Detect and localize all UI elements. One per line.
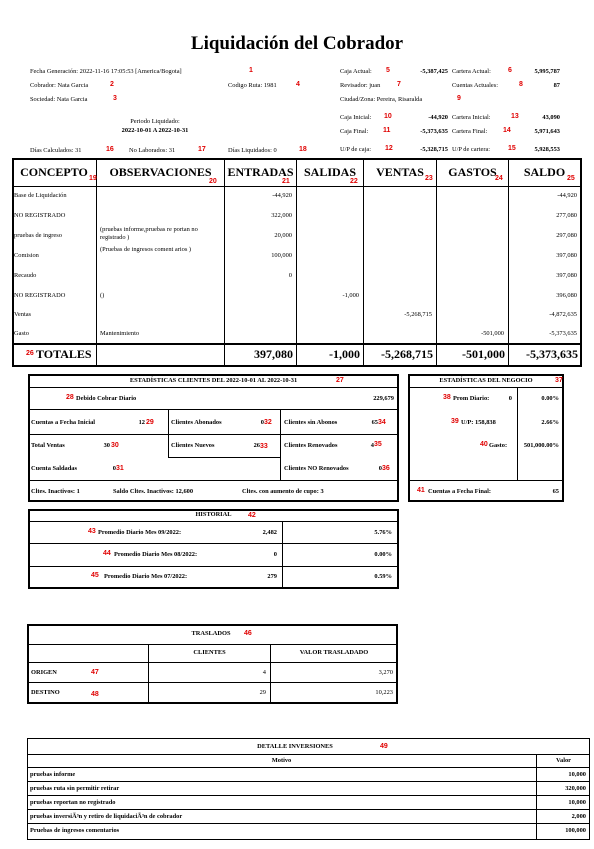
debido-cobrar-value: 229,679 xyxy=(373,395,394,402)
annotation-marker: 4 xyxy=(296,81,300,88)
destino-valor: 10,223 xyxy=(375,689,393,696)
annotation-marker: 48 xyxy=(91,691,99,698)
cuentas-actuales: 87 xyxy=(553,82,560,89)
liq-col-sep xyxy=(363,158,364,367)
row-entradas: 322,000 xyxy=(271,212,292,219)
clientes-sin-abonos-label: Clientes sin Abonos xyxy=(284,419,338,426)
annotation-marker: 9 xyxy=(457,95,461,102)
est-clientes-sep xyxy=(28,434,399,435)
annotation-marker: 44 xyxy=(103,550,111,557)
cuentas-actuales-label: Cuentas Actuales: xyxy=(452,82,498,89)
debido-cobrar-label: Debido Cobrar Diario xyxy=(76,395,137,402)
inversiones-sep xyxy=(27,781,590,782)
up-cartera-label: U/P de cartera: xyxy=(452,146,491,153)
cartera-inicial-label: Cartera Inicial: xyxy=(452,114,491,121)
col-header-salidas: SALIDAS xyxy=(303,165,357,179)
historial-row-value: 279 xyxy=(267,573,277,580)
clientes-no-renovados-value: 0 xyxy=(378,465,382,472)
est-negocio-sep xyxy=(408,387,564,388)
historial-row-label: Promedio Diario Mes 07/2022: xyxy=(104,573,188,580)
saldo-clientes-inactivos: Saldo Cltes. Inactivos: 12,600 xyxy=(113,488,194,495)
row-saldo: 297,080 xyxy=(556,232,577,239)
clientes-renovados-value: 4 xyxy=(370,442,374,449)
cartera-inicial: 43,090 xyxy=(542,114,560,121)
annotation-marker: 41 xyxy=(417,487,425,494)
inversion-motivo: pruebas inversiÃ³n y retiro de liquidaciÃ³n de cobrador xyxy=(30,813,183,820)
annotation-marker: 47 xyxy=(91,669,99,676)
historial-sep xyxy=(282,521,283,589)
annotation-marker: 22 xyxy=(350,178,358,185)
historial-sep xyxy=(28,543,399,544)
historial-row-pct: 5.76% xyxy=(374,529,392,536)
total-saldo: -5,373,635 xyxy=(526,347,578,361)
row-observaciones: (Pruebas de ingresos coment arios ) xyxy=(100,246,192,253)
liq-col-sep xyxy=(296,158,297,367)
est-negocio-title: ESTADÍSTICAS DEL NEGOCIO xyxy=(439,377,533,384)
annotation-marker: 43 xyxy=(88,528,96,535)
annotation-marker: 25 xyxy=(567,175,575,182)
prom-diario-pct: 0.00% xyxy=(541,395,559,402)
est-clientes-sep xyxy=(168,409,169,458)
clientes-nuevos-label: Clientes Nuevos xyxy=(171,442,215,449)
annotation-marker: 31 xyxy=(116,465,124,472)
liq-col-sep xyxy=(508,158,509,367)
annotation-marker: 46 xyxy=(244,630,252,637)
est-clientes-sep xyxy=(168,457,280,458)
annotation-marker: 29 xyxy=(146,419,154,426)
dias-liquidados: Días Liquidados: 0 xyxy=(228,147,277,154)
annotation-marker: 40 xyxy=(480,441,488,448)
row-entradas: -44,920 xyxy=(272,192,292,199)
destino-clientes: 29 xyxy=(259,689,266,696)
total-ventas-value: 30 xyxy=(103,442,110,449)
cuentas-fecha-inicial-label: Cuentas a Fecha Inicial xyxy=(31,419,96,426)
annotation-marker: 10 xyxy=(384,113,392,120)
origen-valor: 3,270 xyxy=(378,669,393,676)
annotation-marker: 6 xyxy=(508,67,512,74)
totales-label: TOTALES xyxy=(36,347,92,361)
row-observaciones: (pruebas informe,pruebas re portan no registrado ) xyxy=(100,226,198,241)
revisador: Revisador: juan xyxy=(340,82,381,89)
annotation-marker: 42 xyxy=(248,512,256,519)
annotation-marker: 20 xyxy=(209,178,217,185)
liq-totals-border xyxy=(12,343,582,345)
row-saldo: -4,872,635 xyxy=(549,311,577,318)
annotation-marker: 18 xyxy=(299,146,307,153)
annotation-marker: 5 xyxy=(386,67,390,74)
ciudad-zona: Ciudad/Zona: Pereira, Risaralda xyxy=(340,96,423,103)
historial-sep xyxy=(28,521,399,522)
up-label: U/P: 158,838 xyxy=(461,419,496,426)
caja-final: -5,373,635 xyxy=(420,128,448,135)
clientes-nuevos-value: 26 xyxy=(253,442,260,449)
total-entradas: 397,080 xyxy=(254,347,293,361)
cuentas-fecha-final-value: 65 xyxy=(552,488,559,495)
est-negocio-box xyxy=(408,374,564,502)
col-header-ventas: VENTAS xyxy=(376,165,424,179)
annotation-marker: 45 xyxy=(91,572,99,579)
traslados-col-valor: VALOR TRASLADADO xyxy=(299,649,369,656)
cartera-final: 5,971,643 xyxy=(534,128,560,135)
liq-top-border xyxy=(12,158,582,160)
row-entradas: 100,000 xyxy=(271,252,292,259)
up-cartera: 5,928,553 xyxy=(534,146,560,153)
up-caja-label: U/P de caja: xyxy=(340,146,371,153)
row-concepto: Gasto xyxy=(14,330,29,337)
clientes-inactivos: Cltes. Inactivos: 1 xyxy=(31,488,80,495)
total-gastos: -501,000 xyxy=(462,347,505,361)
est-clientes-sep xyxy=(28,387,399,388)
traslados-sep xyxy=(27,662,398,663)
annotation-marker: 23 xyxy=(425,175,433,182)
row-concepto: Comision xyxy=(14,252,39,259)
traslados-sep xyxy=(27,644,398,645)
inversiones-sep xyxy=(27,754,590,755)
liq-col-sep xyxy=(436,158,437,367)
liq-col-sep xyxy=(96,158,97,367)
cuentas-fecha-final-label: Cuentas a Fecha Final: xyxy=(428,488,492,495)
clientes-abonados-value: 0 xyxy=(260,419,264,426)
est-clientes-box xyxy=(28,374,399,502)
row-ventas: -5,268,715 xyxy=(404,311,432,318)
est-clientes-sep xyxy=(280,409,281,480)
annotation-marker: 3 xyxy=(113,95,117,102)
row-saldo: 277,080 xyxy=(556,212,577,219)
annotation-marker: 36 xyxy=(382,465,390,472)
inversion-valor: 10,000 xyxy=(568,771,586,778)
clientes-abonados-label: Clientes Abonados xyxy=(171,419,222,426)
clientes-no-renovados-label: Clientes NO Renovados xyxy=(284,465,349,472)
annotation-marker: 49 xyxy=(380,743,388,750)
historial-title: HISTORIAL xyxy=(195,511,232,518)
cuentas-fecha-inicial-value: 12 xyxy=(138,419,145,426)
annotation-marker: 17 xyxy=(198,146,206,153)
annotation-marker: 19 xyxy=(89,175,97,182)
inversiones-sep xyxy=(27,823,590,824)
est-clientes-sep xyxy=(28,409,399,410)
row-entradas: 20,000 xyxy=(274,232,292,239)
inversiones-title: DETALLE INVERSIONES xyxy=(257,743,333,750)
clientes-aumento-cupo: Cltes. con aumento de cupo: 3 xyxy=(242,488,324,495)
prom-diario-label: Prom Diario: xyxy=(453,395,490,402)
liq-bottom-border xyxy=(12,365,582,367)
clientes-renovados-label: Clientes Renovados xyxy=(284,442,338,449)
historial-row-pct: 0.00% xyxy=(374,551,392,558)
col-header-concepto: CONCEPTO xyxy=(20,165,88,179)
inversiones-sep xyxy=(27,767,590,768)
row-observaciones: () xyxy=(100,292,105,299)
annotation-marker: 30 xyxy=(111,442,119,449)
est-clientes-title: ESTADÍSTICAS CLIENTES DEL 2022-10-01 AL 2022-10-31 xyxy=(129,377,298,384)
prom-diario-value: 0 xyxy=(508,395,512,402)
total-ventas-label: Total Ventas xyxy=(31,442,65,449)
annotation-marker: 12 xyxy=(385,145,393,152)
col-header-entradas: ENTRADAS xyxy=(227,165,294,179)
row-entradas: 0 xyxy=(288,272,292,279)
caja-actual-label: Caja Actual: xyxy=(340,68,372,75)
cartera-actual: 5,995,787 xyxy=(534,68,560,75)
periodo: 2022-10-01 A 2022-10-31 xyxy=(121,127,189,134)
historial-row-value: 0 xyxy=(273,551,277,558)
annotation-marker: 21 xyxy=(282,178,290,185)
codigo-ruta: Codigo Ruta: 1981 xyxy=(228,82,277,89)
historial-sep xyxy=(28,566,399,567)
gasto-label: Gasto: xyxy=(489,442,508,449)
annotation-marker: 28 xyxy=(66,394,74,401)
inversion-motivo: pruebas informe xyxy=(30,771,76,778)
col-header-saldo: SALDO xyxy=(523,165,566,179)
caja-inicial-label: Caja Inicial: xyxy=(340,114,372,121)
inversion-valor: 100,000 xyxy=(565,827,586,834)
origen-label: ORIGEN xyxy=(31,669,57,676)
historial-row-label: Promedio Diario Mes 09/2022: xyxy=(98,529,182,536)
caja-actual: -5,387,425 xyxy=(420,68,448,75)
liq-col-sep xyxy=(224,158,225,367)
row-saldo: -5,373,635 xyxy=(549,330,577,337)
est-negocio-sep xyxy=(408,480,564,481)
traslados-sep xyxy=(27,682,398,683)
inversiones-sep xyxy=(536,754,537,840)
traslados-title: TRASLADOS xyxy=(191,630,231,637)
annotation-marker: 38 xyxy=(443,394,451,401)
up-pct: 2.66% xyxy=(541,419,559,426)
historial-row-value: 2,482 xyxy=(262,529,277,536)
row-concepto: Ventas xyxy=(14,311,32,318)
annotation-marker: 26 xyxy=(26,350,34,357)
col-header-observaciones: OBSERVACIONES xyxy=(109,165,212,179)
annotation-marker: 2 xyxy=(110,81,114,88)
historial-row-label: Promedio Diario Mes 08/2022: xyxy=(114,551,198,558)
total-ventas: -5,268,715 xyxy=(381,347,433,361)
est-clientes-sep xyxy=(28,480,399,481)
row-salidas: -1,000 xyxy=(342,292,359,299)
est-negocio-sep xyxy=(517,387,518,480)
inversion-valor: 2,000 xyxy=(571,813,586,820)
annotation-marker: 32 xyxy=(264,419,272,426)
dias-calculados: Días Calculados: 31 xyxy=(30,147,82,154)
row-concepto: Recaudo xyxy=(14,272,37,279)
annotation-marker: 8 xyxy=(519,81,523,88)
origen-clientes: 4 xyxy=(262,669,266,676)
inversion-valor: 320,000 xyxy=(565,785,586,792)
inversiones-sep xyxy=(27,809,590,810)
inversiones-sep xyxy=(27,795,590,796)
no-laborados: No Laborados: 31 xyxy=(129,147,176,154)
cartera-actual-label: Cartera Actual: xyxy=(452,68,491,75)
traslados-col-clientes: CLIENTES xyxy=(193,649,226,656)
fecha-generacion: Fecha Generación: 2022-11-16 17:05:53 [America/Bogota] xyxy=(30,68,182,75)
annotation-marker: 1 xyxy=(249,67,253,74)
clientes-sin-abonos-value: 65 xyxy=(371,419,378,426)
inversion-valor: 10,000 xyxy=(568,799,586,806)
row-saldo: 397,080 xyxy=(556,272,577,279)
annotation-marker: 13 xyxy=(511,113,519,120)
inversion-motivo: pruebas reportan no registrado xyxy=(30,799,116,806)
up-caja: -5,328,715 xyxy=(420,146,448,153)
annotation-marker: 34 xyxy=(378,419,386,426)
caja-inicial: -44,920 xyxy=(428,114,448,121)
cuenta-saldadas-label: Cuenta Saldadas xyxy=(31,465,77,472)
annotation-marker: 24 xyxy=(495,175,503,182)
cuenta-saldadas-value: 0 xyxy=(112,465,116,472)
historial-row-pct: 0.59% xyxy=(374,573,392,580)
caja-final-label: Caja Final: xyxy=(340,128,369,135)
annotation-marker: 16 xyxy=(106,146,114,153)
annotation-marker: 11 xyxy=(383,127,391,134)
row-gastos: -501,000 xyxy=(481,330,504,337)
row-concepto: Base de Liquidación xyxy=(14,192,67,199)
annotation-marker: 39 xyxy=(451,418,459,425)
annotation-marker: 14 xyxy=(503,127,511,134)
row-saldo: -44,920 xyxy=(557,192,577,199)
page-title: Liquidación del Cobrador xyxy=(190,33,404,54)
cobrador: Cobrador: Nata Garcia xyxy=(30,82,89,89)
sociedad: Sociedad: Nata Garcia xyxy=(30,96,88,103)
inversion-motivo: pruebas ruta sin permitir retirar xyxy=(30,785,120,792)
total-salidas: -1,000 xyxy=(329,347,360,361)
row-saldo: 396,080 xyxy=(556,292,577,299)
cartera-final-label: Cartera Final: xyxy=(452,128,488,135)
row-concepto: NO REGISTRADO xyxy=(14,292,66,299)
periodo-label: Periodo Liquidado: xyxy=(130,118,180,125)
liq-right-border xyxy=(580,158,582,367)
col-header-gastos: GASTOS xyxy=(448,165,497,179)
annotation-marker: 35 xyxy=(374,441,382,448)
annotation-marker: 33 xyxy=(260,443,268,450)
annotation-marker: 15 xyxy=(508,145,516,152)
row-observaciones: Mantenimiento xyxy=(100,330,140,337)
gasto-value: 501,000.00% xyxy=(523,442,559,449)
annotation-marker: 37 xyxy=(555,377,563,384)
annotation-marker: 7 xyxy=(397,81,401,88)
liq-header-border xyxy=(12,186,582,187)
row-saldo: 397,080 xyxy=(556,252,577,259)
annotation-marker: 27 xyxy=(336,377,344,384)
inversion-motivo: Pruebas de ingresos comentarios xyxy=(30,827,120,834)
row-concepto: pruebas de ingreso xyxy=(14,232,62,239)
inversiones-col-valor: Valor xyxy=(555,757,572,764)
inversiones-col-motivo: Motivo xyxy=(271,757,292,764)
destino-label: DESTINO xyxy=(31,689,60,696)
row-concepto: NO REGISTRADO xyxy=(14,212,66,219)
